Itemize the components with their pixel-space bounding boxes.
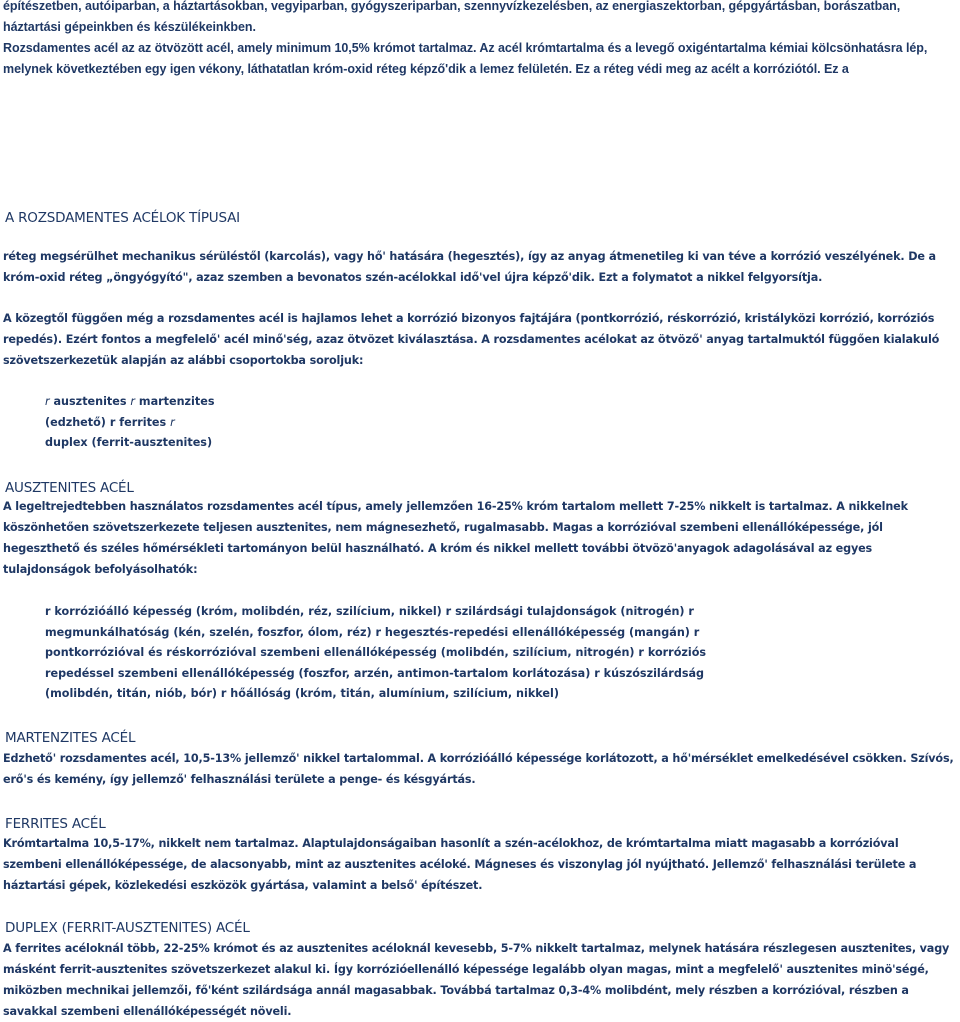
list-item-text: duplex (ferrit-ausztenites) [45,436,213,449]
bullet-glyph: r [109,415,116,429]
bullet-glyph: r [170,415,175,429]
austenitic-heading: AUSZTENITES ACÉL [5,480,134,496]
types-heading: A ROZSDAMENTES ACÉLOK TÍPUSAI [5,210,240,226]
duplex-paragraph: A ferrites acéloknál több, 22-25% krómot és az ausztenites acéloknál kevesebb, 5-7% nikkelt tartalmaz, melynek hatására részlegesen ausztenites, vagy másként ferrit-ausztenites szövetszerkezet alakul ki. Így korrózióellenálló képessége legalább olyan magas, mint a megfelelő' ausztenites minö'ségé, miközben mechnikai jellemzői, fő'ként szilárdsága annál magasabbak. Továbbá tartalmaz 0,3-4% molibdént, mely részben a korrózióval, részben a savakkal szembeni ellenállóképességét növeli. [3,942,950,1018]
list-item: r korrózióálló képesség (króm, molibdén, réz, szilícium, nikkel) r szilárdsági tulajdonságok (nitrogén) r [45,605,694,618]
list-item: pontkorrózióval és réskorrózióval szembeni ellenállóképesség (molibdén, szilícium, nitrogén) r korróziós [45,646,707,659]
bullet-glyph: r [130,395,136,408]
martensitic-heading: MARTENZITES ACÉL [5,730,136,746]
intro-paragraph-2: Rozsdamentes acél az az ötvözött acél, amely minimum 10,5% krómot tartalmaz. Az acél krómtartalma és a levegő oxigéntartalma kémiai kölcsönhatásra lép, melynek következtében egy igen vékony, láthatatlan króm-oxid réteg képző'dik a lemez felületén. Ez a réteg védi meg az acélt a korróziótól. Ez a [3,41,928,76]
list-item [45,413,215,434]
ferritic-paragraph: Krómtartalma 10,5-17%, nikkelt nem tartalmaz. Alaptulajdonságaiban hasonlít a szén-acélokhoz, de krómtartalma miatt magasabb a korrózióval szembeni ellenállóképessége, de alacsonyabb, mint az ausztenites acéloké. Mágneses és viszonylag jól nyújtható. Jellemző' felhasználási területe a háztartási gépek, közlekedési eszközök gyártása, valamint a belső' építészet. [3,837,917,892]
list-item-text: martenzites [135,395,215,408]
list-item-text: ferrites [115,415,171,429]
intro-paragraph-1: építészetben, autóiparban, a háztartásokban, vegyiparban, gyógyszeriparban, szennyvízkezelésben, az energiaszektorban, gépgyártásban, borászatban, háztartási gépeinkben és készülékeinkben. [3,0,901,34]
list-item: (molibdén, titán, niób, bór) r hőállóság (króm, titán, alumínium, szilícium, nikkel) [45,687,559,700]
austenitic-paragraph: A legeltrejedtebben használatos rozsdamentes acél típus, amely jellemzően 16-25% króm tartalom mellett 7-25% nikkelt is tartalmaz. A nikkelnek köszönhetően szövetszerkezete teljesen ausztenites, nem mágnesezhető, rugalmasabb. Magas a korrózióval szembeni ellenállóképessége, jól hegeszthető és széles hőmérsékleti tartományon belül használható. A króm és nikkel mellett további ötvözö'anyagok adagolásával az egyes tulajdonságok befolyásolhatók: [3,500,908,576]
list-item: megmunkálhatóság (kén, szelén, foszfor, ólom, réz) r hegesztés-repedési ellenállóképesség (mangán) r [45,625,700,639]
bullet-glyph: r [45,395,50,408]
list-item [45,433,215,454]
steel-types-list [45,392,215,454]
types-paragraph-1: réteg megsérülhet mechanikus sérüléstől (karcolás), vagy hő' hatására (hegesztés), így az anyag átmenetileg ki van téve a korrózió veszélyének. De a króm-oxid réteg „öngyógyító", azaz szemben a bevonatos szén-acélokkal idő'vel újra képző'dik. Ezt a folymatot a nikkel felgyorsítja. [3,250,936,284]
austenitic-properties-list [45,602,706,705]
duplex-heading: DUPLEX (FERRIT-AUSZTENITES) ACÉL [5,920,250,936]
types-paragraph-2: A közegtől függően még a rozsdamentes acél is hajlamos lehet a korrózió bizonyos fajtájára (pontkorrózió, réskorrózió, kristályközi korrózió, korróziós repedés). Ezért fontos a megfelelő' acél minő'ség, azaz ötvözet kiválasztása. A rozsdamentes acélokat az ötvöző' anyag tartalmuktól függően kialakuló szövetszerkezetük alapján az alábbi csoportokba soroljuk: [3,312,940,367]
martensitic-paragraph: Edzhető' rozsdamentes acél, 10,5-13% jellemző' nikkel tartalommal. A korrózióálló képessége korlátozott, a hő'mérséklet emelkedésével csökken. Szívós, erő's és kemény, így jellemző' felhasználási területe a penge- és késgyártás. [3,752,954,786]
ferritic-heading: FERRITES ACÉL [5,816,106,832]
list-item-text: ausztenites [49,395,131,408]
list-item-text: (edzhető) [45,415,110,429]
list-item [45,392,215,413]
list-item: repedéssel szembeni ellenállóképesség (foszfor, arzén, antimon-tartalom korlátozása) r kúszószilárdság [45,666,705,680]
